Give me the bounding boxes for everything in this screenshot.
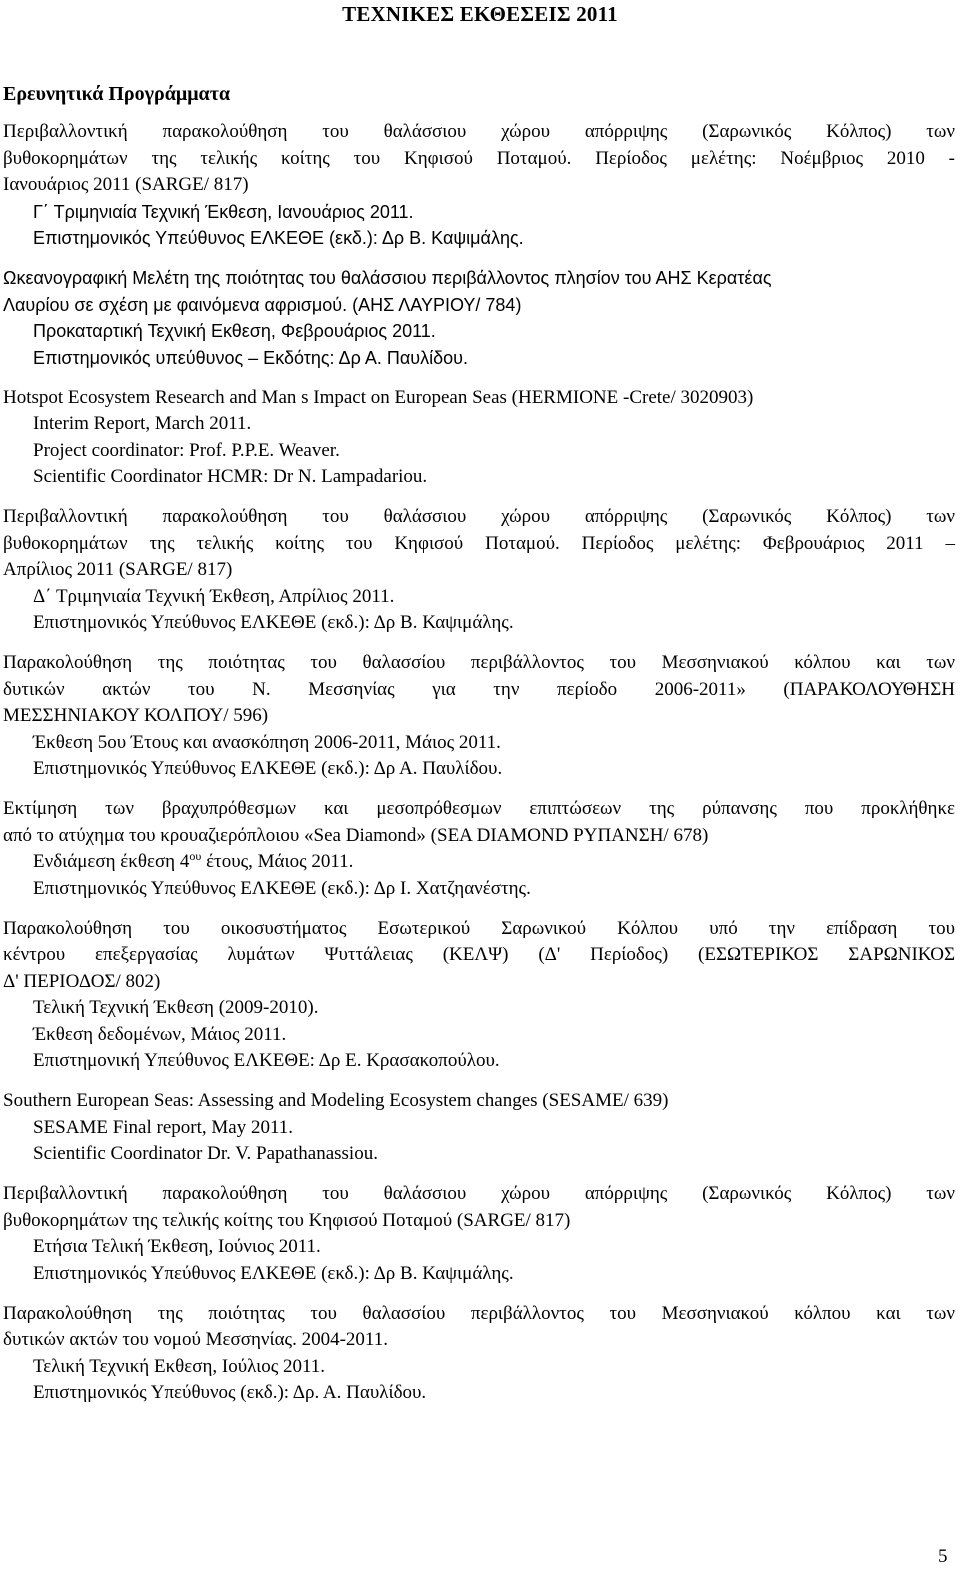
report-title: Τελική Τεχνική Έκθεση (2009-2010). xyxy=(33,997,319,1018)
scientific-responsible: Επιστημονικός Υπεύθυνος (εκδ.): Δρ. Α. Παυλίδου. xyxy=(33,1382,427,1403)
scientific-responsible: Scientific Coordinator HCMR: Dr N. Lampadariou. xyxy=(33,466,428,487)
project-description: Περιβαλλοντική παρακολούθηση του θαλάσσιου χώρου απόρριψης (Σαρωνικός Κόλπος) των xyxy=(3,121,955,142)
ordinal-suffix: ου xyxy=(189,849,202,863)
project-description: Περιβαλλοντική παρακολούθηση του θαλάσσιου χώρου απόρριψης (Σαρωνικός Κόλπος) των xyxy=(3,1183,955,1204)
project-description: Δ' ΠΕΡΙΟΔΟΣ/ 802) xyxy=(3,970,161,992)
project-description: Ιανουάριος 2011 (SARGE/ 817) xyxy=(3,174,249,195)
project-description: δυτικών ακτών του Ν. Μεσσηνίας για την περίοδο 2006-2011» (ΠΑΡΑΚΟΛΟΥΘΗΣΗ xyxy=(3,678,955,700)
report-title-text: έτους, Μάιος 2011. xyxy=(201,851,354,872)
project-description: από το ατύχημα του κρουαζιερόπλοιου «Sea Diamond» (SEA DIAMOND ΡΥΠΑΝΣΗ/ 678) xyxy=(3,824,709,846)
project-entry xyxy=(3,916,955,1075)
project-entry xyxy=(3,504,955,637)
page-number: 5 xyxy=(938,1546,948,1567)
scientific-responsible: Επιστημονική Υπεύθυνος ΕΛΚΕΘΕ: Δρ Ε. Κρασακοπούλου. xyxy=(33,1050,500,1071)
project-entry xyxy=(3,650,955,783)
project-description: Southern European Seas: Assessing and Modeling Ecosystem changes (SESAME/ 639) xyxy=(3,1090,669,1111)
project-entry xyxy=(3,265,955,371)
project-description: βυθοκορημάτων της τελικής κοίτης του Κηφισού Ποταμού. Περίοδος μελέτης: Φεβρουάριος 2011 – xyxy=(3,532,955,554)
project-description: Ωκεανογραφική Μελέτη της ποιότητας του θαλάσσιου περιβάλλοντος πλησίον του ΑΗΣ Κερατέας xyxy=(3,268,772,288)
report-title: SESAME Final report, May 2011. xyxy=(33,1116,294,1138)
project-entry xyxy=(3,119,955,252)
project-entry xyxy=(3,1301,955,1407)
project-description: Απρίλιος 2011 (SARGE/ 817) xyxy=(3,559,233,580)
project-description: Λαυρίου σε σχέση με φαινόμενα αφρισμού. (ΑΗΣ ΛΑΥΡΙΟΥ/ 784) xyxy=(3,294,522,315)
section-heading: Ερευνητικά Προγράμματα xyxy=(3,83,231,105)
project-description: Hotspot Ecosystem Research and Man s Impact on European Seas (HERMIONE -Crete/ 3020903) xyxy=(3,386,754,408)
scientific-responsible: Επιστημονικός Υπεύθυνος ΕΛΚΕΘΕ (εκδ.): Δρ Β. Καψιμάλης. xyxy=(33,228,524,248)
project-description: δυτικών ακτών του νομού Μεσσηνίας. 2004-2011. xyxy=(3,1329,388,1350)
scientific-responsible: Επιστημονικός Υπεύθυνος ΕΛΚΕΘΕ (εκδ.): Δρ Β. Καψιμάλης. xyxy=(33,612,514,633)
report-title: Γ΄ Τριμηνιαία Τεχνική Έκθεση, Ιανουάριος 2011. xyxy=(33,201,414,222)
scientific-responsible: Επιστημονικός Υπεύθυνος ΕΛΚΕΘΕ (εκδ.): Δρ Ι. Χατζηανέστης. xyxy=(33,877,531,899)
project-entry xyxy=(3,1181,955,1287)
project-entry xyxy=(3,796,955,902)
project-entry xyxy=(3,385,955,491)
page-title: ΤΕΧΝΙΚΕΣ ΕΚΘΕΣΕΙΣ 2011 xyxy=(342,2,618,26)
report-title: Προκαταρτική Τεχνική Εκθεση, Φεβρουάριος 2011. xyxy=(33,321,436,341)
report-title: Έκθεση 5ου Έτους και ανασκόπηση 2006-2011, Μάιος 2011. xyxy=(33,731,501,753)
report-title xyxy=(3,849,955,876)
project-description: Περιβαλλοντική παρακολούθηση του θαλάσσιου χώρου απόρριψης (Σαρωνικός Κόλπος) των xyxy=(3,506,955,527)
project-coordinator: Project coordinator: Prof. P.P.E. Weaver. xyxy=(33,439,340,461)
report-title: Έκθεση δεδομένων, Μάιος 2011. xyxy=(33,1023,287,1045)
project-description: κέντρου επεξεργασίας λυμάτων Ψυττάλειας (ΚΕΛΨ) (Δ' Περίοδος) (ΕΣΩΤΕΡΙΚΟΣ ΣΑΡΩΝΙΚΟΣ xyxy=(3,944,955,965)
report-title: Interim Report, March 2011. xyxy=(33,413,252,434)
project-description: βυθοκορημάτων της τελικής κοίτης του Κηφισού Ποταμού (SARGE/ 817) xyxy=(3,1209,571,1231)
scientific-responsible: Επιστημονικός Υπεύθυνος ΕΛΚΕΘΕ (εκδ.): Δρ Α. Παυλίδου. xyxy=(33,758,503,779)
report-title: Ετήσια Τελική Έκθεση, Ιούνιος 2011. xyxy=(33,1236,321,1257)
project-description: Παρακολούθηση της ποιότητας του θαλασσίου περιβάλλοντος του Μεσσηνιακού κόλπου και των xyxy=(3,1302,955,1324)
project-description: Εκτίμηση των βραχυπρόθεσμων και μεσοπρόθεσμων επιπτώσεων της ρύπανσης που προκλήθηκε xyxy=(3,798,955,819)
project-description: βυθοκορημάτων της τελικής κοίτης του Κηφισού Ποταμού. Περίοδος μελέτης: Νοέμβριος 2010 - xyxy=(3,147,955,169)
report-title-text: Ενδιάμεση έκθεση 4 xyxy=(33,851,190,872)
scientific-responsible: Επιστημονικός υπεύθυνος – Εκδότης: Δρ Α. Παυλίδου. xyxy=(33,347,468,368)
report-title: Τελική Τεχνική Εκθεση, Ιούλιος 2011. xyxy=(33,1355,326,1377)
report-title: Δ΄ Τριμηνιαία Τεχνική Έκθεση, Απρίλιος 2011. xyxy=(33,585,395,607)
project-entry xyxy=(3,1088,955,1168)
scientific-responsible: Επιστημονικός Υπεύθυνος ΕΛΚΕΘΕ (εκδ.): Δρ Β. Καψιμάλης. xyxy=(33,1262,514,1284)
project-description: Παρακολούθηση του οικοσυστήματος Εσωτερικού Σαρωνικού Κόλπου υπό την επίδραση του xyxy=(3,917,955,939)
project-list xyxy=(3,119,955,1420)
scientific-responsible: Scientific Coordinator Dr. V. Papathanassiou. xyxy=(33,1143,378,1164)
project-description: ΜΕΣΣΗΝΙΑΚΟΥ ΚΟΛΠΟΥ/ 596) xyxy=(3,705,269,726)
project-description: Παρακολούθηση της ποιότητας του θαλασσίου περιβάλλοντος του Μεσσηνιακού κόλπου και των xyxy=(3,652,955,673)
